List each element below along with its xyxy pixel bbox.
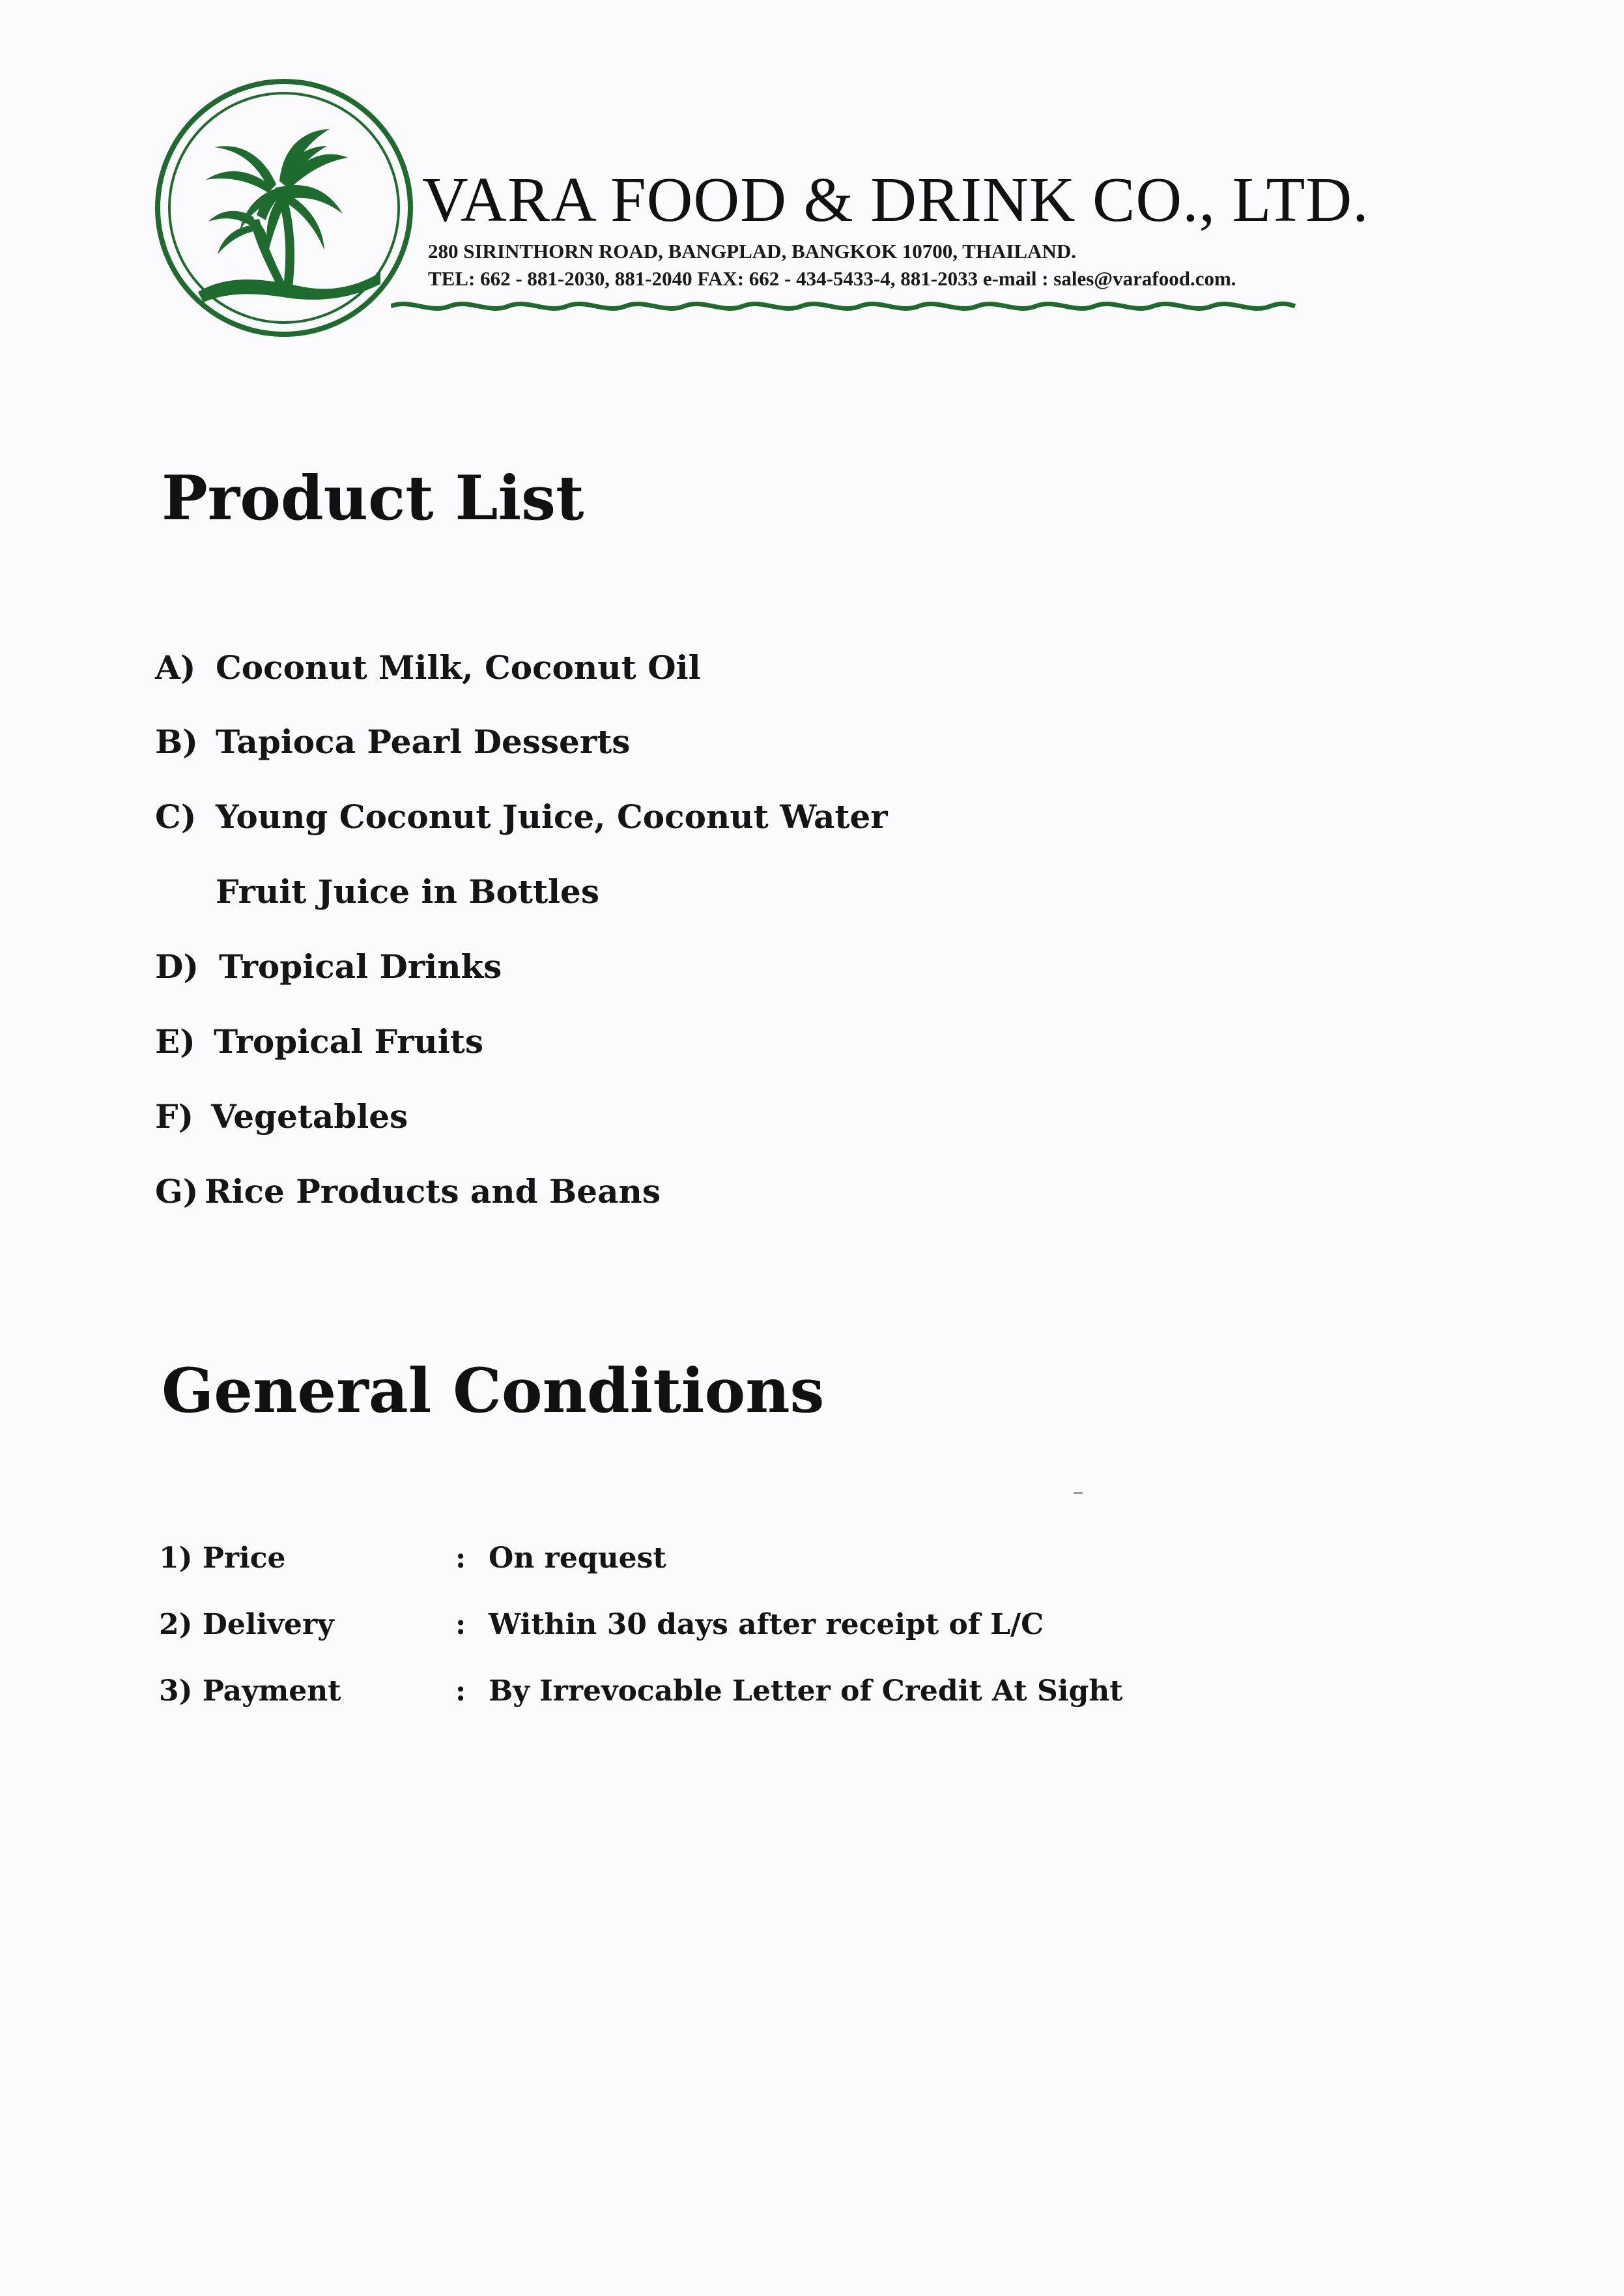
list-item-key: G) <box>155 1172 199 1211</box>
company-address: 280 SIRINTHORN ROAD, BANGPLAD, BANGKOK 10700, THAILAND. <box>428 240 1076 263</box>
company-name: VARA FOOD & DRINK CO., LTD. <box>422 165 1369 235</box>
list-item-text: Fruit Juice in Bottles <box>216 872 599 911</box>
general-conditions-title: General Conditions <box>162 1355 825 1427</box>
scan-mark <box>1074 1492 1083 1494</box>
list-item-text: Coconut Milk, Coconut Oil <box>216 648 701 687</box>
company-contact: TEL: 662 - 881-2030, 881-2040 FAX: 662 - 434-5433-4, 881-2033 e-mail : sales@varafood.com. <box>428 267 1236 290</box>
list-item-key: A) <box>155 648 196 687</box>
condition-label: 1) Price <box>159 1542 286 1575</box>
wave-divider <box>391 292 1296 324</box>
list-item-key: B) <box>155 723 198 761</box>
list-item-text: Rice Products and Beans <box>205 1172 661 1211</box>
list-item-key: F) <box>155 1097 194 1136</box>
product-list-title: Product List <box>162 463 584 534</box>
palm-tree-logo-icon <box>152 77 416 339</box>
list-item-text: Tropical Drinks <box>219 947 502 986</box>
condition-colon: : <box>455 1674 466 1708</box>
condition-colon: : <box>455 1542 466 1575</box>
condition-label: 2) Delivery <box>159 1608 334 1641</box>
list-item-key: C) <box>155 797 197 836</box>
condition-value: Within 30 days after receipt of L/C <box>489 1608 1044 1641</box>
list-item-key: E) <box>155 1022 195 1061</box>
condition-value: On request <box>489 1542 666 1575</box>
letterhead <box>0 0 1624 365</box>
list-item-key: D) <box>155 947 199 986</box>
list-item-text: Tapioca Pearl Desserts <box>216 723 631 761</box>
list-item-text: Tropical Fruits <box>214 1022 484 1061</box>
condition-value: By Irrevocable Letter of Credit At Sight <box>489 1674 1123 1708</box>
list-item-text: Vegetables <box>211 1097 408 1136</box>
list-item-text: Young Coconut Juice, Coconut Water <box>216 797 888 836</box>
condition-label: 3) Payment <box>159 1674 341 1708</box>
condition-colon: : <box>455 1608 466 1641</box>
